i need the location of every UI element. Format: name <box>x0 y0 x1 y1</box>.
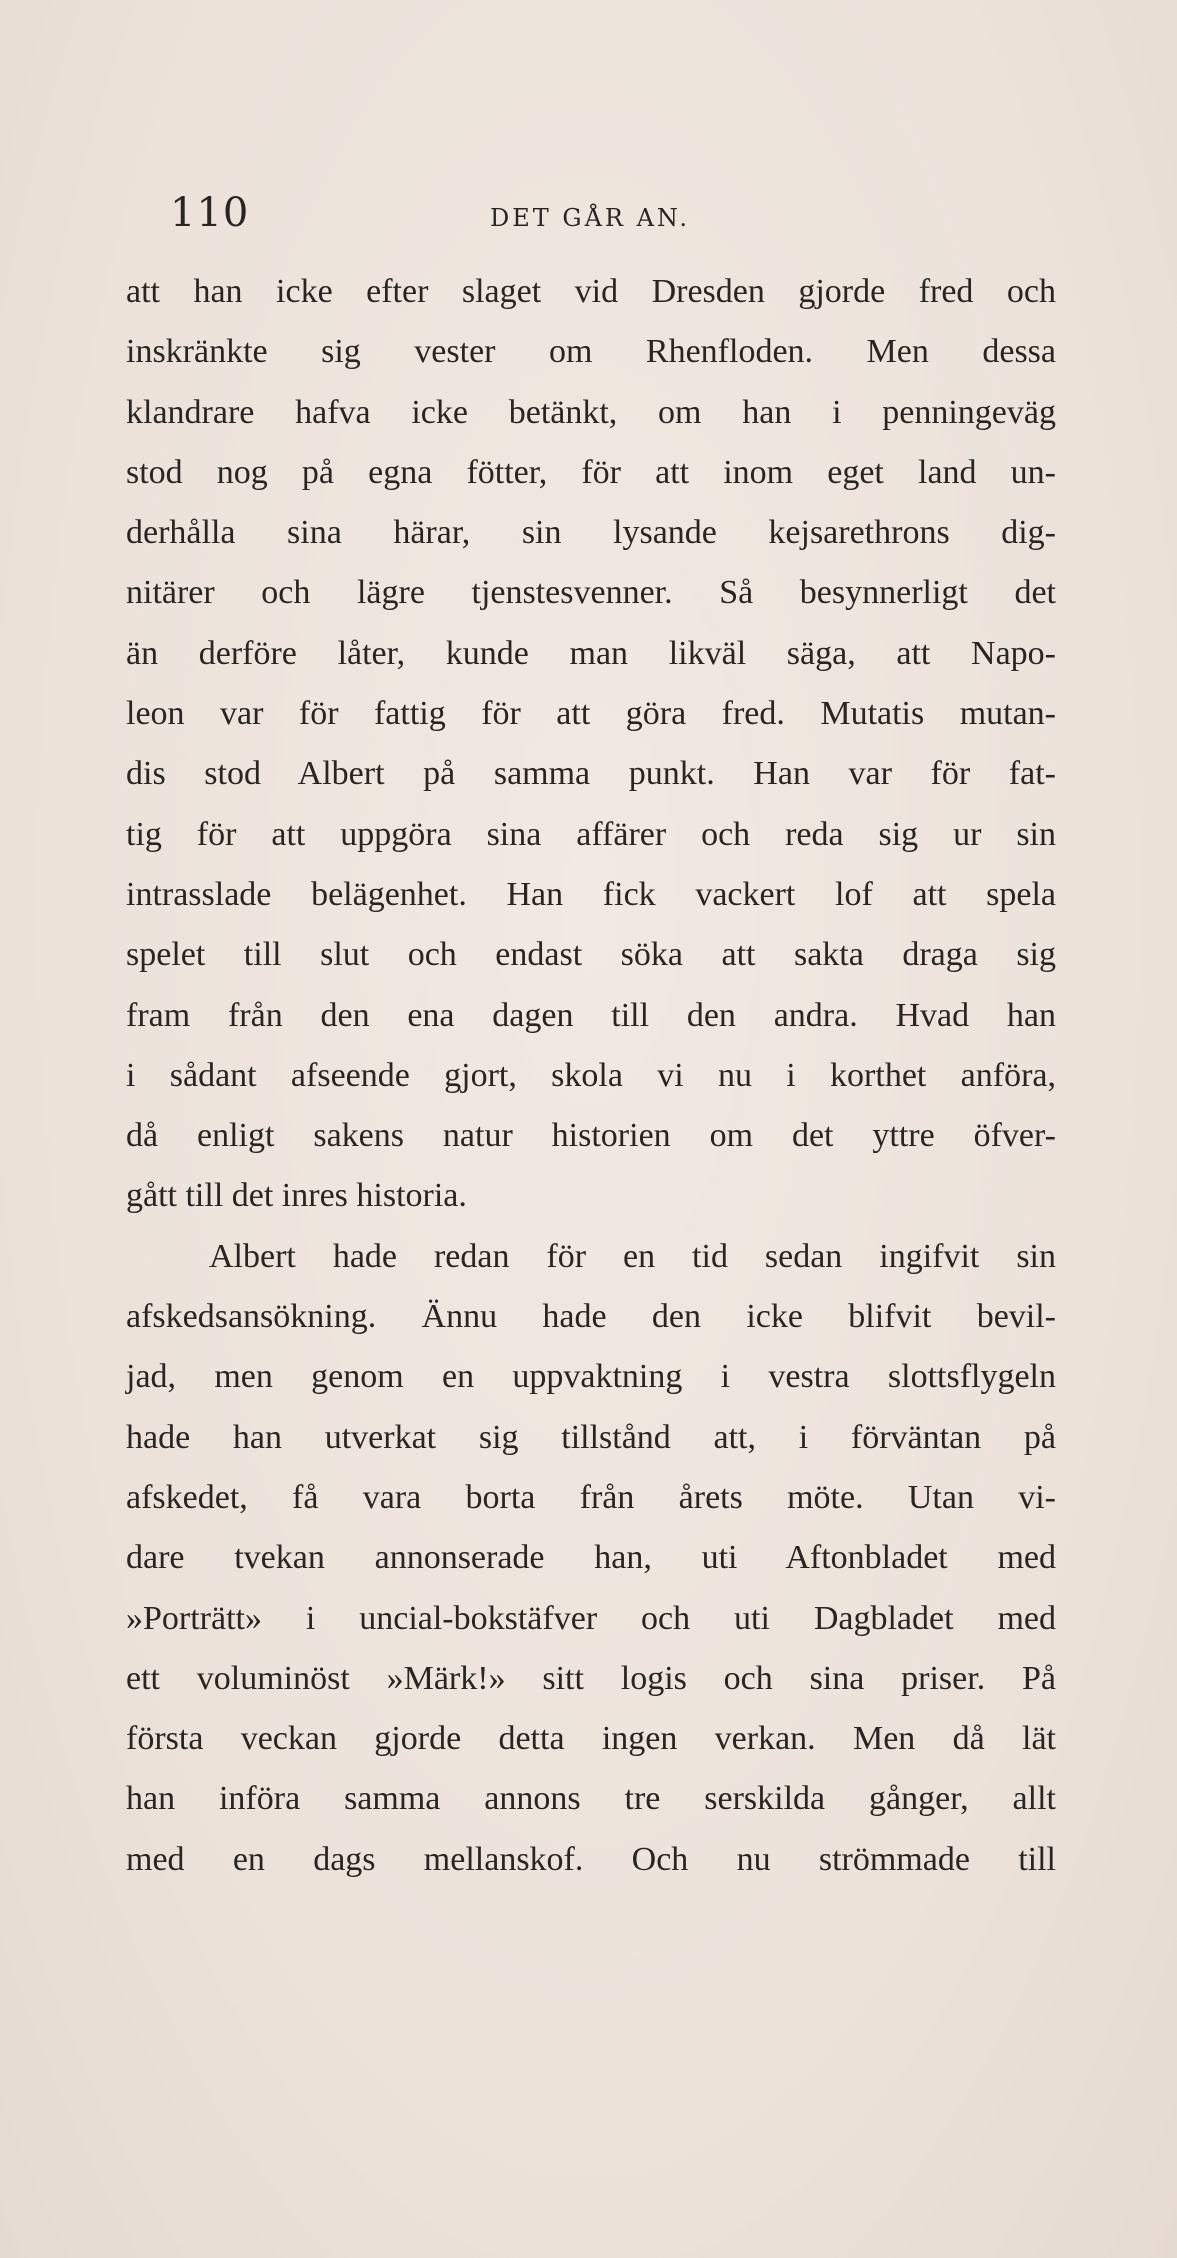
text-line: han införa samma annons tre serskilda gånger, allt <box>126 1780 1056 1818</box>
paragraph <box>126 262 1056 1227</box>
text-line: dare tvekan annonserade han, uti Aftonbladet med <box>126 1539 1056 1577</box>
text-line: första veckan gjorde detta ingen verkan. Men då lät <box>126 1720 1056 1758</box>
text-line: afskedsansökning. Ännu hade den icke blifvit bevil- <box>126 1298 1056 1336</box>
page-number: 110 <box>170 190 250 236</box>
text-line: i sådant afseende gjort, skola vi nu i korthet anföra, <box>126 1056 1056 1094</box>
text-line: gått till det inres historia. <box>126 1177 467 1215</box>
paragraph <box>126 1227 1056 1890</box>
page-header <box>0 190 1177 250</box>
text-line: stod nog på egna fötter, för att inom eget land un- <box>126 453 1056 491</box>
text-line: inskränkte sig vester om Rhenfloden. Men dessa <box>126 333 1056 371</box>
text-line: leon var för fattig för att göra fred. Mutatis mutan- <box>126 695 1056 733</box>
text-line: »Porträtt» i uncial-bokstäfver och uti Dagbladet med <box>126 1599 1056 1637</box>
text-line: jad, men genom en uppvaktning i vestra slottsflygeln <box>126 1358 1056 1396</box>
text-line: hade han utverkat sig tillstånd att, i förväntan på <box>126 1418 1056 1456</box>
running-head: DET GÅR AN. <box>490 204 691 232</box>
text-line: med en dags mellanskof. Och nu strömmade till <box>126 1840 1056 1878</box>
body-text <box>126 262 1056 1890</box>
text-line: nitärer och lägre tjenstesvenner. Så besynnerligt det <box>126 574 1056 612</box>
text-line: spelet till slut och endast söka att sakta draga sig <box>126 936 1056 974</box>
text-line: fram från den ena dagen till den andra. Hvad han <box>126 996 1056 1034</box>
text-line: ett voluminöst »Märk!» sitt logis och sina priser. På <box>126 1659 1056 1697</box>
text-line: derhålla sina härar, sin lysande kejsarethrons dig- <box>126 514 1056 552</box>
text-line: afskedet, få vara borta från årets möte. Utan vi- <box>126 1478 1056 1516</box>
text-line: tig för att uppgöra sina affärer och reda sig ur sin <box>126 815 1056 853</box>
text-line: dis stod Albert på samma punkt. Han var för fat- <box>126 755 1056 793</box>
text-line: Albert hade redan för en tid sedan ingifvit sin <box>209 1237 1056 1275</box>
text-line: klandrare hafva icke betänkt, om han i penningeväg <box>126 393 1056 431</box>
text-line: att han icke efter slaget vid Dresden gjorde fred och <box>126 273 1056 310</box>
text-line: då enligt sakens natur historien om det yttre öfver- <box>126 1117 1056 1155</box>
text-line: än derföre låter, kunde man likväl säga, att Napo- <box>126 634 1056 672</box>
text-line: intrasslade belägenhet. Han fick vackert lof att spela <box>126 875 1056 913</box>
